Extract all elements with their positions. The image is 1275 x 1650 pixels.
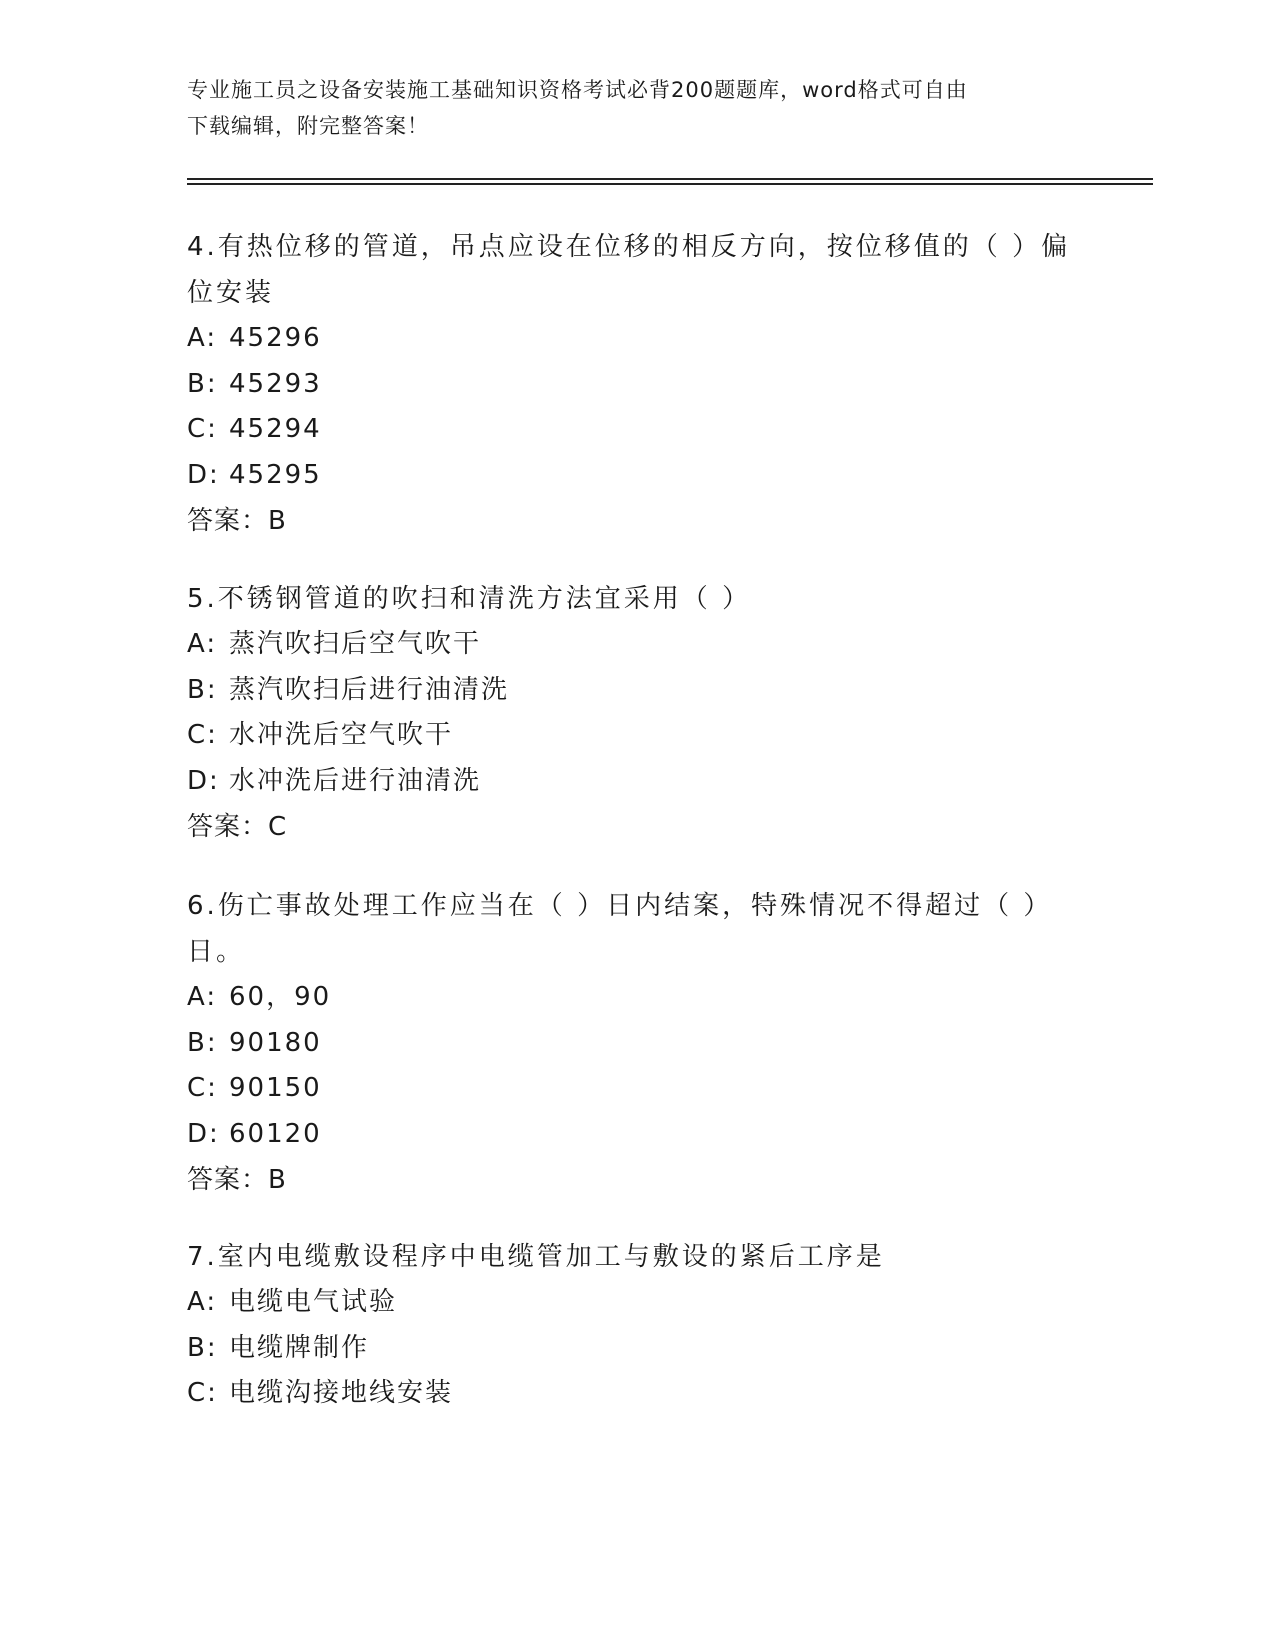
option-key: A: xyxy=(187,982,218,1012)
option-b xyxy=(187,1021,1087,1067)
answer: 答案：B xyxy=(187,506,287,536)
header-line-1: 专业施工员之设备安装施工基础知识资格考试必背200题题库，word格式可自由 xyxy=(187,78,968,102)
question-4 xyxy=(187,224,1087,544)
option-text: 45293 xyxy=(229,368,322,399)
option-c xyxy=(187,1371,1087,1417)
option-key: C: xyxy=(187,1073,218,1103)
option-text: 90180 xyxy=(229,1027,322,1058)
option-text: 60120 xyxy=(229,1118,322,1149)
option-a xyxy=(187,1280,1087,1326)
option-key: C: xyxy=(187,414,218,444)
option-a xyxy=(187,316,1087,362)
option-key: A: xyxy=(187,323,218,353)
option-text: 90150 xyxy=(229,1073,322,1103)
header-line-2: 下载编辑，附完整答案！ xyxy=(187,114,429,138)
option-text: 蒸汽吹扫后进行油清洗 xyxy=(229,674,510,705)
option-text: 45295 xyxy=(229,459,322,490)
option-key: D: xyxy=(187,459,220,490)
option-text: 蒸汽吹扫后空气吹干 xyxy=(229,629,482,659)
option-c xyxy=(187,713,1087,759)
option-a xyxy=(187,622,1087,668)
option-a xyxy=(187,975,1087,1021)
option-d xyxy=(187,1112,1087,1158)
option-key: B: xyxy=(187,1332,218,1363)
option-c xyxy=(187,407,1087,453)
option-key: A: xyxy=(187,1287,218,1317)
option-text: 45296 xyxy=(229,323,322,353)
question-stem: 6.伤亡事故处理工作应当在（ ）日内结案，特殊情况不得超过（ ）日。 xyxy=(187,891,1053,967)
option-key: B: xyxy=(187,1027,218,1058)
question-stem: 5.不锈钢管道的吹扫和清洗方法宜采用（ ） xyxy=(187,584,752,614)
question-stem: 4.有热位移的管道，吊点应设在位移的相反方向，按位移值的（ ）偏位安装 xyxy=(187,232,1071,308)
option-b xyxy=(187,362,1087,408)
question-5 xyxy=(187,576,1087,850)
option-text: 电缆沟接地线安装 xyxy=(229,1378,454,1408)
option-key: C: xyxy=(187,720,218,750)
question-6 xyxy=(187,883,1087,1203)
answer: 答案：C xyxy=(187,812,288,842)
option-text: 电缆电气试验 xyxy=(229,1287,398,1317)
document-header xyxy=(187,72,1087,144)
option-key: A: xyxy=(187,629,218,659)
answer: 答案：B xyxy=(187,1165,287,1195)
option-text: 45294 xyxy=(229,414,322,444)
option-d xyxy=(187,759,1087,805)
option-key: D: xyxy=(187,1118,220,1149)
header-divider-top xyxy=(187,178,1153,180)
option-d xyxy=(187,453,1087,499)
option-key: B: xyxy=(187,674,218,705)
option-text: 水冲洗后进行油清洗 xyxy=(229,765,482,796)
option-text: 60，90 xyxy=(229,982,332,1012)
option-key: C: xyxy=(187,1378,218,1408)
header-divider-bottom xyxy=(187,183,1153,185)
option-key: D: xyxy=(187,765,220,796)
option-b xyxy=(187,668,1087,714)
question-7 xyxy=(187,1234,1087,1417)
option-c xyxy=(187,1066,1087,1112)
option-text: 水冲洗后空气吹干 xyxy=(229,720,454,750)
option-text: 电缆牌制作 xyxy=(229,1332,370,1363)
option-b xyxy=(187,1326,1087,1372)
option-key: B: xyxy=(187,368,218,399)
question-stem: 7.室内电缆敷设程序中电缆管加工与敷设的紧后工序是 xyxy=(187,1242,885,1272)
